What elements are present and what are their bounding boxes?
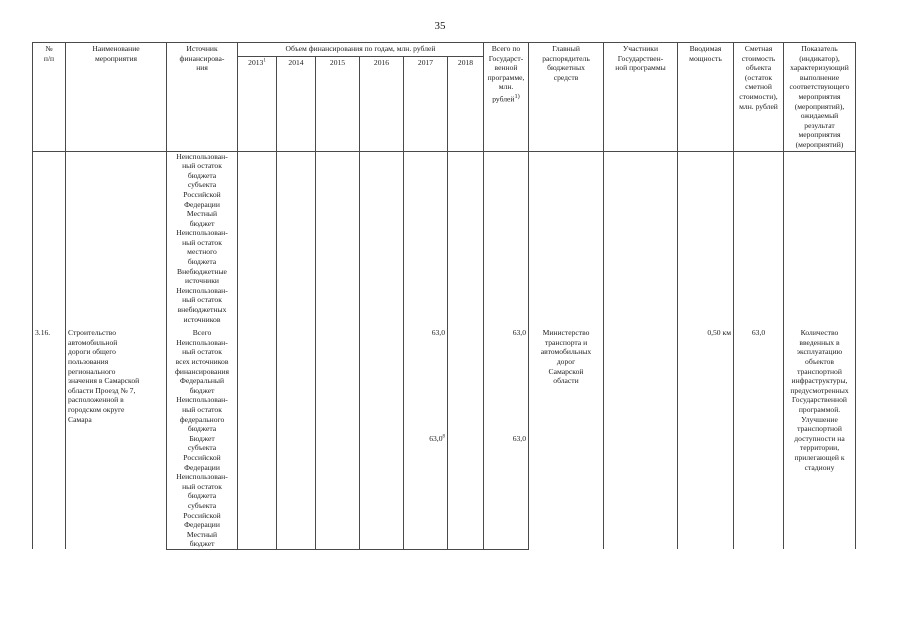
text-line: ожидаемый	[800, 111, 839, 121]
text-line: городском округе	[68, 404, 125, 414]
item-sources-b	[167, 434, 238, 550]
text-line: средств	[553, 72, 579, 82]
header-indicator	[784, 43, 856, 152]
text-line: автомобильной	[68, 337, 118, 347]
text-line: ный остаток	[182, 347, 222, 357]
header-year-2013: 2013$^1$	[238, 56, 277, 151]
text-line: стоимости),	[739, 91, 778, 101]
text-line: соответствующего	[789, 82, 850, 92]
text-line: субъекта	[187, 180, 217, 190]
text-line: Вводимая	[689, 44, 722, 53]
text-line: программой.	[798, 404, 841, 414]
text-line: инфраструктуры,	[791, 376, 848, 386]
header-name	[66, 43, 167, 152]
text-line: Неиспользован-	[176, 151, 228, 161]
text-line: пользования	[68, 357, 109, 366]
text-line: характеризующий	[790, 63, 849, 73]
text-line: мощность	[689, 53, 722, 63]
text-line: ный остаток	[182, 161, 222, 171]
text-line: Государствен-	[617, 53, 664, 63]
text-line: транспортной	[797, 366, 842, 376]
header-source	[167, 43, 238, 152]
text-line: Участники	[622, 44, 659, 53]
text-line: Российской	[183, 510, 221, 520]
item-total-region: 63,0	[484, 434, 529, 550]
item-participants	[604, 324, 678, 549]
text-line: бюджета	[187, 257, 217, 267]
page-number: 35	[434, 20, 446, 32]
text-line: (мероприятий),	[794, 101, 845, 111]
text-line: мероприятия	[94, 53, 138, 63]
text-line: Неиспользован-	[176, 337, 228, 347]
item-name	[66, 324, 167, 549]
text-line: Бюджет	[189, 433, 215, 443]
text-line: Федерации	[184, 462, 220, 472]
text-line: (мероприятий)	[795, 139, 844, 149]
text-line: регионального	[68, 366, 116, 376]
text-line: млн. рублей	[739, 101, 778, 111]
item-num: 3.16.	[33, 324, 66, 549]
text-line: субъекта	[187, 500, 217, 510]
text-line: бюджета	[187, 170, 217, 180]
text-line: выполнение	[799, 72, 840, 82]
header-manager	[529, 43, 604, 152]
text-line: дорог	[556, 357, 576, 366]
text-line: ния	[196, 63, 208, 73]
text-line: сметной	[745, 82, 772, 92]
text-line: стоимость	[741, 53, 776, 63]
item-indicator	[784, 324, 856, 549]
text-line: объектов	[805, 357, 834, 366]
text-line: стадиону	[804, 462, 835, 472]
text-line: ный остаток	[182, 295, 222, 305]
text-line: ный остаток	[182, 481, 222, 491]
text-line: транспортной	[797, 424, 842, 434]
text-line: значения в Самарской	[68, 376, 140, 386]
text-line: Самарской	[548, 366, 584, 376]
text-line: бюджета	[187, 424, 217, 434]
text-line: Федерации	[184, 199, 220, 209]
text-line: (индикатор),	[799, 53, 840, 63]
item-sources-a	[167, 324, 238, 434]
text-line: Количество	[800, 328, 839, 338]
item-total-all: 63,0	[484, 324, 529, 434]
text-line: Неиспользован-	[176, 228, 228, 238]
text-line: п/п	[43, 53, 55, 63]
text-line: Самара	[68, 414, 92, 424]
item-manager	[529, 324, 604, 549]
text-line: Показатель	[801, 44, 838, 53]
text-line: программе,	[487, 72, 525, 82]
item-capacity: 0,50 км	[678, 324, 734, 549]
text-line: всех источников	[175, 357, 229, 366]
header-year-2015: 2015	[316, 56, 360, 151]
text-line: дороги общего	[68, 347, 116, 357]
text-line: Всего	[192, 328, 212, 338]
text-line: Федеральный	[179, 376, 225, 386]
cont-sources-cell	[167, 151, 238, 324]
text-line: эксплуатацию	[796, 347, 843, 357]
text-line: субъекта	[187, 443, 217, 453]
text-line: объекта	[745, 63, 772, 73]
text-line: Главный	[552, 44, 580, 53]
text-line: №	[45, 44, 53, 53]
text-line: Внебюджетные	[177, 266, 227, 276]
text-line: распорядитель	[542, 53, 590, 63]
text-line: бюджетных	[547, 63, 585, 73]
text-line: местного	[187, 247, 217, 257]
text-line: Источник	[186, 44, 218, 53]
text-line: введенных в	[799, 337, 840, 347]
text-line: Государст-	[488, 53, 524, 63]
text-line: Неиспользован-	[176, 395, 228, 405]
text-line: Местный	[186, 209, 218, 219]
header-total	[484, 43, 529, 152]
text-line: рублей$^{1)}$	[492, 92, 520, 104]
header-participants	[604, 43, 678, 152]
text-line: мероприятия	[798, 130, 841, 140]
text-line: бюджет	[189, 218, 215, 228]
text-line: бюджета	[187, 491, 217, 501]
text-line: области Проезд № 7,	[68, 385, 136, 395]
text-line: транспорта и	[544, 337, 588, 347]
text-line: Государственной	[792, 395, 847, 405]
text-line: ный остаток	[182, 237, 222, 247]
header-volume: Объем финансирования по годам, млн. рублей	[238, 43, 484, 57]
text-line: финансирова-	[179, 53, 225, 63]
text-line: финансирования	[175, 366, 229, 376]
text-line: Улучшение	[801, 414, 838, 424]
text-line: внебюджетных	[177, 305, 227, 315]
text-line: Российской	[183, 452, 221, 462]
header-year-2018: 2018	[448, 56, 484, 151]
text-line: Всего по	[491, 44, 521, 53]
item-2017-all: 63,0	[404, 324, 448, 434]
text-line: федерального	[179, 414, 225, 424]
text-line: бюджет	[189, 385, 215, 395]
header-year-2017: 2017	[404, 56, 448, 151]
footnote-mark: 1)	[514, 92, 520, 100]
item-estimate: 63,0	[734, 324, 784, 549]
table-row-continued	[33, 151, 856, 324]
header-year-2014: 2014	[277, 56, 316, 151]
text-line: Министерство	[542, 328, 590, 338]
text-line: млн.	[498, 82, 514, 92]
text-line: предусмотренных	[790, 385, 849, 395]
text-line: доступности на	[794, 433, 845, 443]
header-year-2016: 2016	[360, 56, 404, 151]
text-line: Федерации	[184, 520, 220, 530]
table-row-3-16	[33, 324, 856, 434]
text-line: Неиспользован-	[176, 285, 228, 295]
text-line: (остаток	[744, 72, 773, 82]
text-line: прилегающей к	[794, 452, 845, 462]
text-line: области	[553, 376, 579, 386]
text-line: мероприятия	[798, 91, 841, 101]
text-line: бюджет	[189, 539, 215, 549]
text-line: ный остаток	[182, 404, 222, 414]
text-line: расположенной в	[68, 395, 124, 405]
text-line: Строительство	[68, 328, 116, 338]
financing-table	[32, 42, 856, 550]
text-line: результат	[804, 120, 835, 130]
text-line: источники	[185, 276, 219, 286]
text-line: Неиспользован-	[176, 472, 228, 482]
text-line: территории,	[799, 443, 840, 453]
text-line: венной	[494, 63, 518, 73]
text-line: автомобильных	[540, 347, 592, 357]
text-line: источников	[183, 314, 221, 324]
text-line: ной программы	[615, 63, 666, 73]
text-line: Наименование	[92, 44, 140, 53]
item-2017-region: 63,0$^8$	[404, 434, 448, 550]
text-line: Российской	[183, 189, 221, 199]
header-capacity	[678, 43, 734, 152]
text-line: Местный	[186, 529, 218, 539]
text-line: Сметная	[744, 44, 773, 53]
header-num	[33, 43, 66, 152]
header-estimate	[734, 43, 784, 152]
